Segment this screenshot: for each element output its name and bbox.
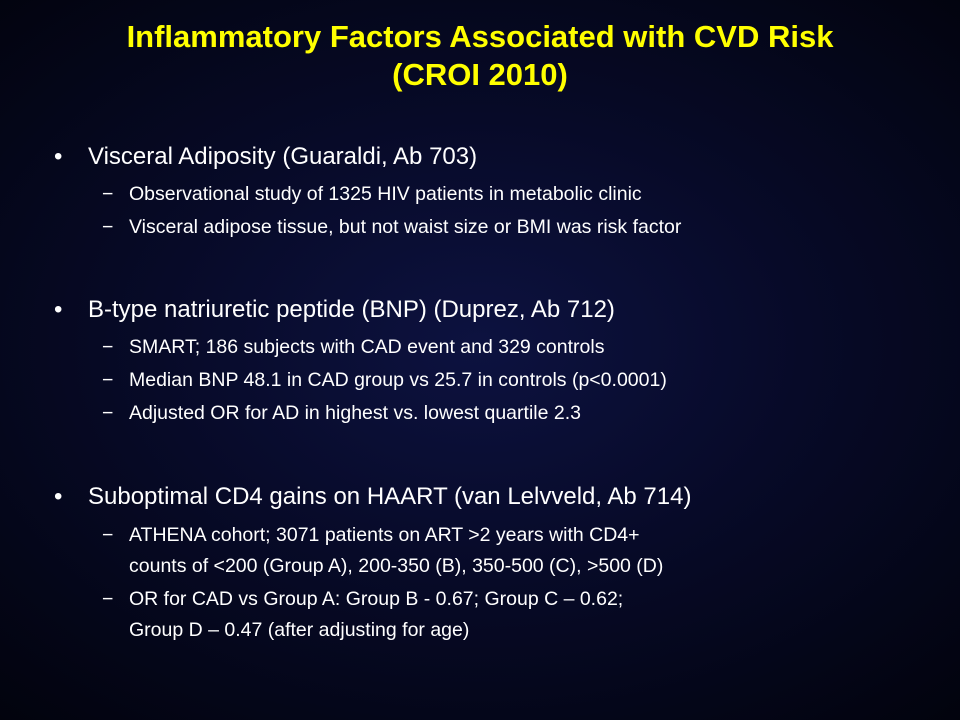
bullet-heading [50,295,930,325]
dash-icon: − [102,336,114,358]
bullet-text: B-type natriuretic peptide (BNP) (Duprez, Ab 712) [88,296,615,323]
bullet-icon: • [54,296,63,323]
sub-item-text-line-1: ATHENA cohort; 3071 patients on ART >2 years with CD4+ [129,524,640,546]
slide-title [20,18,940,94]
bullet-icon: • [54,143,63,170]
dash-icon: − [102,183,114,205]
sub-item [50,215,930,239]
bullet-visceral-adiposity [50,142,930,239]
sub-item [50,401,930,425]
dash-icon: − [102,369,114,391]
title-line-1: Inflammatory Factors Associated with CVD Risk [126,19,834,54]
sub-item [50,368,930,392]
bullet-text: Visceral Adiposity (Guaraldi, Ab 703) [88,143,478,170]
sub-item-text-line-2: Group D – 0.47 (after adjusting for age) [129,619,470,641]
sub-item-text: Observational study of 1325 HIV patients in metabolic clinic [129,183,642,205]
bullet-text: Suboptimal CD4 gains on HAART (van Lelvveld, Ab 714) [88,483,692,510]
sub-item-text: Median BNP 48.1 in CAD group vs 25.7 in controls (p<0.0001) [129,369,667,391]
bullet-heading [50,142,930,172]
sub-item [50,587,930,642]
bullet-cd4-gains [50,482,930,642]
dash-icon: − [102,216,114,238]
sub-item-text: Visceral adipose tissue, but not waist size or BMI was risk factor [129,216,682,238]
dash-icon: − [102,524,114,546]
bullet-heading [50,482,930,512]
sub-item-text: Adjusted OR for AD in highest vs. lowest quartile 2.3 [129,402,581,424]
sub-item [50,335,930,359]
sub-item-text-line-2: counts of <200 (Group A), 200-350 (B), 350-500 (C), >500 (D) [129,555,664,577]
sub-item [50,523,930,578]
bullet-icon: • [54,483,63,510]
title-line-2: (CROI 2010) [392,57,568,92]
sub-item-text: SMART; 186 subjects with CAD event and 329 controls [129,336,605,358]
dash-icon: − [102,402,114,424]
sub-item-text-line-1: OR for CAD vs Group A: Group B - 0.67; Group C – 0.62; [129,588,624,610]
bullet-bnp [50,295,930,425]
dash-icon: − [102,588,114,610]
sub-item [50,182,930,206]
